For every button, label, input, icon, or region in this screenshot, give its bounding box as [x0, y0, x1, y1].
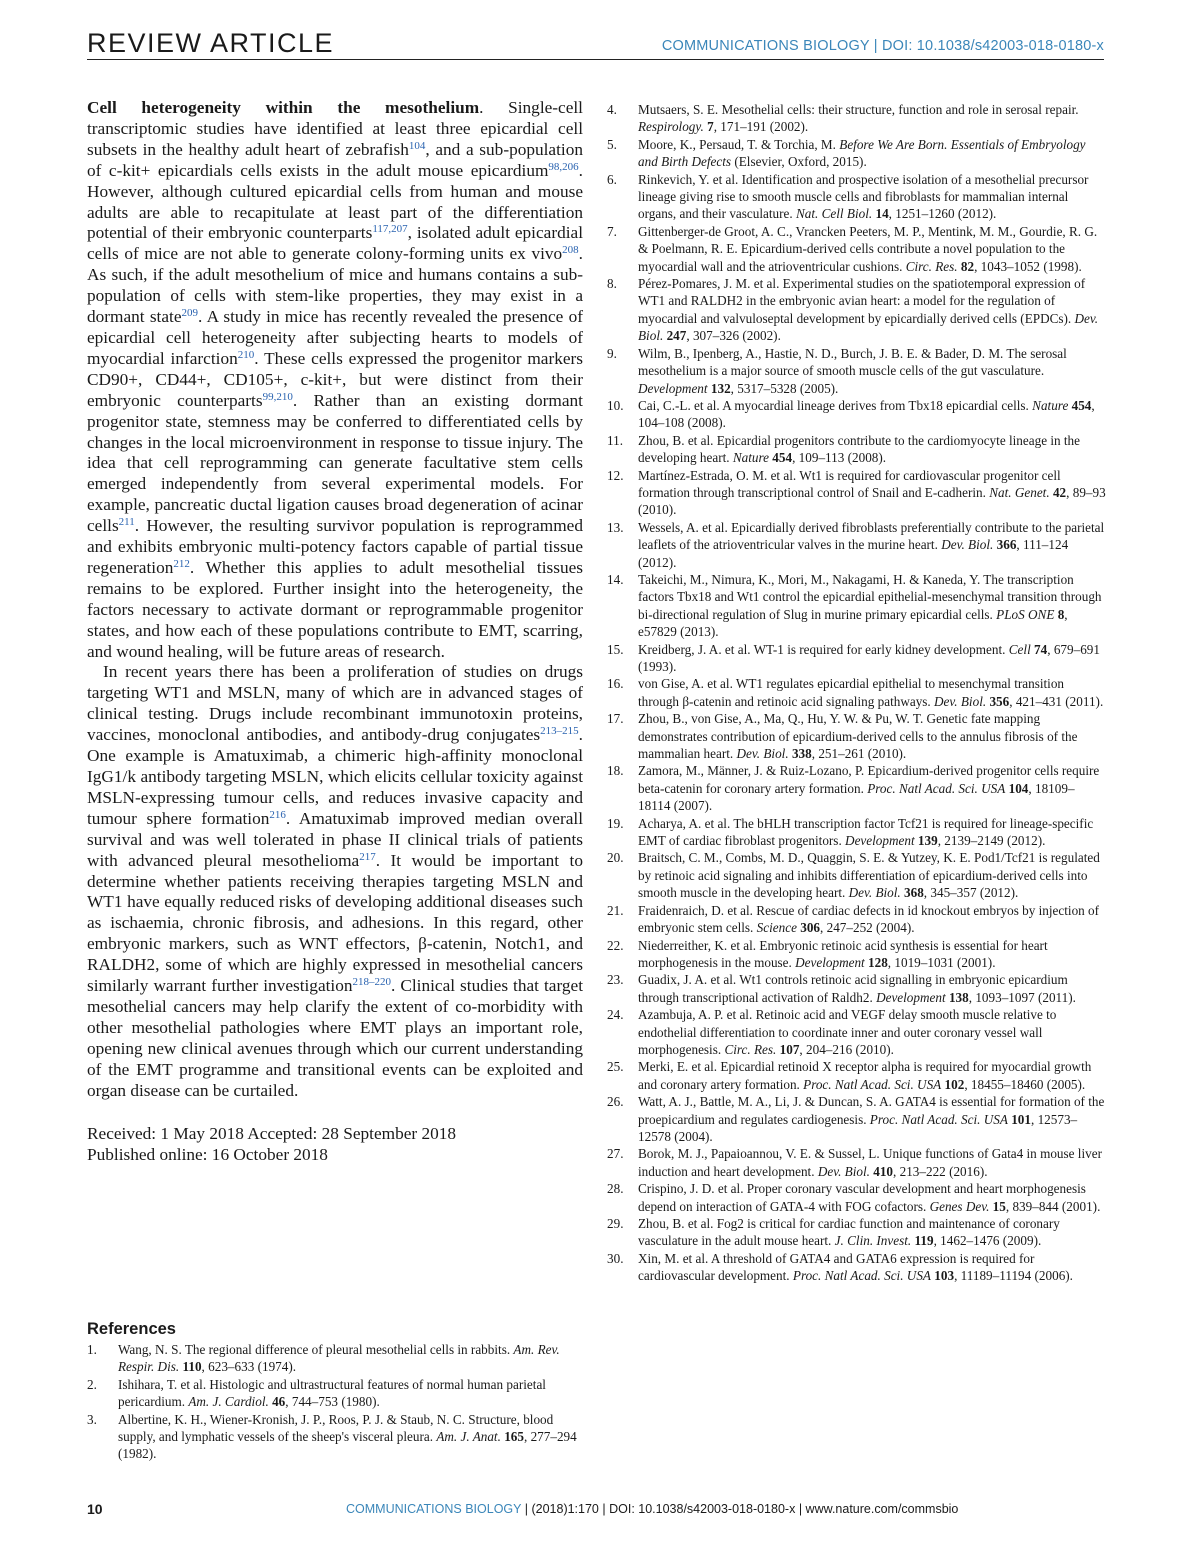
reference-journal: Proc. Natl Acad. Sci. USA: [869, 1111, 1008, 1127]
citation-link[interactable]: 216: [269, 808, 286, 821]
reference-number: 5.: [607, 136, 617, 152]
citation-link[interactable]: 208: [562, 244, 579, 257]
text-run: , isolated adult epicardial cells of mice are not able to generate colony-forming units ex vivo: [87, 223, 583, 264]
reference-number: 26.: [607, 1094, 624, 1110]
reference-journal: Circ. Res.: [905, 258, 958, 274]
reference-pages: , 277–294 (1982).: [118, 1429, 577, 1462]
reference-item: [607, 1058, 1107, 1093]
text-run: . Amatuximab improved median overall survival and was well tolerated in phase II clinical trials of patients with advanced pleural mesothelioma: [87, 808, 583, 870]
reference-item: [607, 937, 1107, 972]
reference-item: [607, 710, 1107, 762]
reference-journal: Development: [795, 954, 865, 970]
reference-text: Rinkevich, Y. et al. Identification and prospective isolation of a mesothelial precursor lineage giving rise to smooth muscle cells and fibroblasts for mammalian internal organs, and their vasculature.: [638, 171, 1089, 222]
reference-text: Martínez-Estrada, O. M. et al. Wt1 is required for cardiovascular progenitor cell formation through transcriptional control of Snail and E-cadherin.: [638, 467, 1061, 500]
reference-journal: Development: [638, 380, 708, 396]
text-run: . As such, if the adult mesothelium of mice and humans contains a sub-population of cells with stem-like properties, they may exist in a dormant state: [87, 244, 583, 327]
reference-pages: , 307–326 (2002).: [686, 328, 781, 344]
reference-text: Fraidenraich, D. et al. Rescue of cardiac defects in id knockout embryos by injection of embryonic stem cells.: [638, 902, 1100, 936]
reference-text: Acharya, A. et al. The bHLH transcription factor Tcf21 is required for lineage-specific EMT of cardiac fibroblast progenitors.: [638, 815, 1094, 849]
reference-item: [607, 171, 1107, 223]
reference-number: 21.: [607, 902, 624, 918]
reference-number: 3.: [87, 1411, 97, 1427]
reference-volume: 74: [1034, 641, 1048, 657]
reference-volume: 139: [917, 833, 938, 849]
reference-number: 9.: [607, 345, 617, 361]
reference-item: [607, 1145, 1107, 1180]
reference-text: Wilm, B., Ipenberg, A., Hastie, N. D., Burch, J. B. E. & Bader, D. M. The serosal mesothelium is a major source of smooth muscle cells of the gut vasculature.: [638, 345, 1067, 379]
reference-number: 23.: [607, 972, 624, 988]
reference-number: 14.: [607, 571, 624, 587]
reference-volume: 102: [944, 1076, 965, 1092]
reference-item: [607, 1093, 1107, 1145]
citation-link[interactable]: 212: [173, 557, 190, 570]
reference-pages: , 213–222 (2016).: [893, 1163, 988, 1179]
reference-text: Merki, E. et al. Epicardial retinoid X receptor alpha is required for myocardial growth and coronary artery formation.: [638, 1059, 1092, 1092]
reference-item: [607, 641, 1107, 676]
article-dates: [87, 1123, 583, 1165]
reference-pages: , 679–691 (1993).: [638, 641, 1100, 674]
citation-link[interactable]: 218–220: [352, 976, 392, 989]
reference-number: 28.: [607, 1181, 624, 1197]
main-text-column: [87, 98, 583, 1165]
citation-link[interactable]: 117,207: [372, 223, 408, 236]
reference-pages: , 18109–18114 (2007).: [638, 780, 1075, 814]
reference-volume: 42: [1052, 484, 1067, 500]
reference-volume: 306: [800, 920, 820, 936]
reference-number: 2.: [87, 1376, 97, 1392]
reference-pages: , 12573–12578 (2004).: [638, 1111, 1078, 1144]
text-run: , and a sub-population of c-kit+ epicardials cells exists in the adult mouse epicardium: [87, 139, 583, 180]
reference-number: 1.: [87, 1342, 97, 1357]
reference-journal: Science: [756, 920, 797, 936]
reference-volume: 454: [772, 450, 793, 466]
reference-item: [607, 223, 1107, 275]
citation-link[interactable]: 209: [181, 307, 199, 320]
references-list-left: [87, 1341, 587, 1463]
reference-text: Zamora, M., Männer, J. & Ruiz-Lozano, P. Epicardium-derived progenitor cells require beta-catenin for coronary artery formation.: [638, 763, 1100, 796]
reference-number: 17.: [607, 711, 624, 727]
reference-journal: Development: [845, 833, 915, 849]
reference-item: [87, 1411, 587, 1463]
reference-journal: Nat. Cell Biol.: [795, 206, 873, 222]
reference-item: [87, 1341, 587, 1376]
reference-volume: 165: [504, 1429, 524, 1445]
paragraph-heading: Cell heterogeneity within the mesothelium: [87, 98, 480, 117]
reference-pages: , 1019–1031 (2001).: [887, 954, 996, 970]
reference-number: 27.: [607, 1146, 624, 1162]
citation-link[interactable]: 211: [118, 516, 135, 529]
reference-volume: 15: [992, 1198, 1006, 1214]
reference-journal: Nature: [732, 450, 769, 466]
reference-item: [607, 815, 1107, 850]
reference-number: 13.: [607, 519, 624, 535]
reference-number: 10.: [607, 397, 624, 413]
reference-pages: , 345–357 (2012).: [923, 885, 1019, 901]
reference-volume: 46: [272, 1394, 286, 1410]
reference-pages: , 11189–11194 (2006).: [954, 1268, 1073, 1284]
reference-volume: 366: [996, 537, 1017, 553]
reference-item: [607, 1250, 1107, 1285]
reference-volume: 132: [710, 380, 731, 396]
reference-text: Braitsch, C. M., Combs, M. D., Quaggin, S. E. & Yutzey, K. E. Pod1/Tcf21 is regulated by retinoic acid signaling and inhibits differentiation of epicardium-derived cells into smooth muscle in the developing heart.: [638, 850, 1100, 901]
reference-journal: Proc. Natl Acad. Sci. USA: [867, 780, 1006, 796]
reference-volume: 107: [779, 1041, 800, 1057]
reference-item: [607, 1215, 1107, 1250]
reference-item: [607, 971, 1107, 1006]
reference-text: Ishihara, T. et al. Histologic and ultrastructural features of normal human parietal pericardium.: [118, 1376, 546, 1410]
reference-journal: Dev. Biol.: [736, 746, 789, 762]
text-run: . However, the resulting survivor population is reprogrammed and exhibits embryonic multi-potency factors capable of partial tissue regeneration: [87, 516, 583, 577]
text-run: . A study in mice has recently revealed the presence of epicardial cell heterogeneity after subjecting hearts to models of myocardial infarction: [87, 307, 583, 368]
reference-journal: Dev. Biol.: [817, 1163, 870, 1179]
reference-item: [607, 675, 1107, 710]
reference-text: Azambuja, A. P. et al. Retinoic acid and VEGF delay smooth muscle relative to endothelial differentiation to coordinate inner and outer coronary vessel wall morphogenesis.: [638, 1007, 1057, 1057]
reference-journal: Dev. Biol.: [638, 310, 1099, 344]
reference-pages: , 623–633 (1974).: [201, 1359, 297, 1375]
paragraph-cell-heterogeneity: [87, 98, 583, 662]
reference-item: [607, 1180, 1107, 1215]
reference-journal: Nat. Genet.: [989, 484, 1050, 500]
reference-pages: , 18455–18460 (2005).: [964, 1076, 1086, 1092]
reference-text: Crispino, J. D. et al. Proper coronary vascular development and heart morphogenesis depend on interaction of GATA-4 with FOG cofactors.: [638, 1181, 1086, 1214]
header-divider: [87, 59, 1104, 60]
reference-journal: Development: [876, 989, 946, 1005]
reference-pages: , 421–431 (2011).: [1009, 693, 1104, 709]
reference-journal: Circ. Res.: [724, 1041, 777, 1057]
footer-url[interactable]: www.nature.com/commsbio: [805, 1502, 959, 1516]
reference-item: [607, 1006, 1107, 1058]
reference-text: Zhou, B., von Gise, A., Ma, Q., Hu, Y. W. & Pu, W. T. Genetic fate mapping demonstrates contribution of epicardium-derived cells to the annulus fibrosis of the mammalian heart.: [638, 711, 1078, 762]
reference-pages: , 2139–2149 (2012).: [937, 833, 1046, 849]
text-run: . One example is Amatuximab, a chimeric high-affinity monoclonal IgG1/k antibody targeting MSLN, which elicits cellular toxicity against MSLN-expressing tumour cells, and reduces invasive capacity and tumour sphere formation: [87, 725, 583, 828]
reference-number: 29.: [607, 1216, 624, 1231]
reference-volume: 410: [873, 1163, 894, 1179]
reference-text: Takeichi, M., Nimura, K., Mori, M., Nakagami, H. & Kaneda, Y. The transcription factors Tbx18 and Wt1 control the epicardial epithelial-mesenchymal transition through bi-directional regulation of Slug in murine primary epicardial cells.: [638, 571, 1102, 622]
reference-item: [607, 275, 1107, 345]
reference-item: [607, 849, 1107, 901]
reference-item: [607, 571, 1107, 641]
reference-number: 15.: [607, 641, 624, 657]
text-run: . Clinical studies that target mesothelial cancers may help clarify the extent of co-morbidity with other mesothelial pathologies where EMT plays an important role, opening new clinical avenues through which our current understanding of the EMT programme and transitional events can be exploited and organ disease can be curtailed.: [87, 976, 583, 1100]
reference-volume: 101: [1011, 1111, 1031, 1127]
reference-pages: , 1462–1476 (2009).: [933, 1233, 1042, 1249]
text-run: . It would be important to determine whether patients receiving therapies targeting MSLN and WT1 have equally reduced risks of developing additional diseases such as ischaemia, chronic fibrosis, and adhesions. In this regard, other embryonic markers, such as WNT effectors, β-catenin, Notch1, and RALDH2, some of which are highly expressed in mesothelial cancers similarly warrant further investigation: [87, 850, 583, 996]
footer-volume: (2018)1:170: [531, 1502, 599, 1516]
citation-link[interactable]: 104: [408, 139, 426, 152]
reference-item: [607, 345, 1107, 397]
reference-journal: Cell: [1008, 641, 1031, 657]
reference-text: Gittenberger-de Groot, A. C., Vrancken Peeters, M. P., Mentink, M. M., Gourdie, R. G. & Poelmann, R. E. Epicardium-derived cells contribute a novel population to the myocardial wall and the atrioventricular cushions.: [638, 223, 1098, 274]
reference-text: Zhou, B. et al. Epicardial progenitors contribute to the cardiomyocyte lineage in the developing heart.: [638, 432, 1081, 466]
reference-text: Zhou, B. et al. Fog2 is critical for cardiac function and maintenance of coronary vasculature in the adult mouse heart.: [638, 1216, 1060, 1249]
footer-doi[interactable]: DOI: 10.1038/s42003-018-0180-x: [609, 1502, 796, 1516]
citation-link[interactable]: 98,206: [548, 160, 579, 173]
reference-pages: , 1043–1052 (1998).: [974, 258, 1082, 274]
reference-volume: 138: [948, 989, 969, 1005]
reference-volume: 338: [791, 746, 812, 762]
reference-pages: (Elsevier, Oxford, 2015).: [731, 154, 867, 170]
reference-text: von Gise, A. et al. WT1 regulates epicardial epithelial to mesenchymal transition through β-catenin and retinoic acid signaling pathways.: [638, 676, 1065, 709]
reference-journal: Proc. Natl Acad. Sci. USA: [803, 1076, 942, 1092]
reference-pages: , 104–108 (2008).: [638, 397, 1095, 431]
reference-pages: , 171–191 (2002).: [713, 119, 809, 135]
reference-volume: 128: [868, 954, 888, 970]
reference-number: 20.: [607, 850, 624, 866]
reference-journal: Proc. Natl Acad. Sci. USA: [792, 1268, 931, 1284]
reference-number: 16.: [607, 676, 624, 692]
reference-pages: , 109–113 (2008).: [792, 450, 887, 466]
reference-pages: , 111–124 (2012).: [638, 537, 1069, 570]
reference-number: 24.: [607, 1007, 624, 1023]
reference-number: 25.: [607, 1059, 624, 1075]
citation-link[interactable]: 99,210: [262, 390, 293, 403]
reference-journal: Genes Dev.: [929, 1198, 990, 1214]
reference-pages: , 744–753 (1980).: [285, 1394, 380, 1410]
reference-journal: Before We Are Born. Essentials of Embryology and Birth Defects: [638, 136, 1086, 170]
reference-journal: Am. J. Cardiol.: [188, 1394, 269, 1410]
reference-pages: , 247–252 (2004).: [820, 920, 915, 936]
reference-pages: , 839–844 (2001).: [1005, 1198, 1101, 1214]
reference-item: [607, 467, 1107, 519]
citation-link[interactable]: 210: [237, 348, 255, 361]
reference-journal: Am. J. Anat.: [436, 1429, 501, 1445]
references-heading: References: [87, 1320, 176, 1338]
reference-number: 18.: [607, 763, 624, 779]
reference-item: [607, 762, 1107, 814]
reference-volume: 7: [707, 119, 714, 135]
reference-volume: 8: [1057, 606, 1065, 622]
reference-text: Pérez-Pomares, J. M. et al. Experimental studies on the spatiotemporal expression of WT1 and RALDH2 in the embryonic avian heart: a model for the regulation of myocardial and valvuloseptal development by epicardially derived cells (EPDCs).: [638, 276, 1086, 326]
reference-volume: 103: [934, 1268, 955, 1284]
reference-item: [87, 1376, 587, 1411]
reference-journal: Am. Rev. Respir. Dis.: [118, 1342, 560, 1375]
reference-number: 11.: [607, 432, 623, 448]
reference-pages: , 251–261 (2010).: [811, 746, 907, 762]
reference-item: [607, 136, 1107, 171]
reference-journal: PLoS ONE: [996, 606, 1055, 622]
reference-journal: Dev. Biol.: [848, 885, 901, 901]
journal-doi-header[interactable]: COMMUNICATIONS BIOLOGY | DOI: 10.1038/s42003-018-0180-x: [661, 38, 1104, 54]
reference-volume: 119: [914, 1233, 934, 1249]
text-run: . Single-cell transcriptomic studies have identified at least three epicardial cell subsets in the healthy adult heart of zebrafish: [87, 98, 583, 159]
reference-text: Borok, M. J., Papaioannou, V. E. & Sussel, L. Unique functions of Gata4 in mouse liver induction and heart development.: [638, 1146, 1102, 1179]
reference-item: [607, 101, 1107, 136]
reference-volume: 110: [182, 1359, 202, 1375]
reference-pages: , 1251–1260 (2012).: [888, 206, 997, 222]
reference-journal: Respirology.: [638, 119, 704, 135]
reference-text: Cai, C.-L. et al. A myocardial lineage derives from Tbx18 epicardial cells.: [638, 397, 1033, 413]
reference-text: Kreidberg, J. A. et al. WT-1 is required for early kidney development.: [638, 641, 1009, 657]
footer-journal[interactable]: COMMUNICATIONS BIOLOGY: [346, 1502, 522, 1516]
reference-item: [607, 432, 1107, 467]
paragraph-drug-studies: [87, 662, 583, 1101]
received-accepted-date: Received: 1 May 2018 Accepted: 28 September 2018: [87, 1123, 457, 1143]
reference-text: Moore, K., Persaud, T. & Torchia, M.: [638, 136, 840, 152]
reference-text: Guadix, J. A. et al. Wt1 controls retinoic acid signalling in embryonic epicardium through transcriptional activation of Raldh2.: [638, 972, 1068, 1005]
reference-pages: , 1093–1097 (2011).: [968, 989, 1076, 1005]
reference-journal: Dev. Biol.: [941, 537, 994, 553]
page-number: 10: [87, 1501, 103, 1517]
reference-pages: , 5317–5328 (2005).: [730, 380, 839, 396]
reference-number: 6.: [607, 171, 617, 187]
reference-text: Albertine, K. H., Wiener-Kronish, J. P., Roos, P. J. & Staub, N. C. Structure, blood supply, and lymphatic vessels of the sheep's visceral pleura.: [118, 1411, 554, 1445]
text-run: In recent years there has been a proliferation of studies on drugs targeting WT1 and MSLN, many of which are in advanced stages of clinical testing. Drugs include recombinant immunotoxin proteins, vaccines, monoclonal antibodies, and antibody-drug conjugates: [87, 662, 583, 745]
reference-number: 7.: [607, 223, 617, 239]
reference-text: Wang, N. S. The regional difference of pleural mesothelial cells in rabbits.: [118, 1342, 514, 1357]
reference-volume: 356: [989, 693, 1010, 709]
reference-item: [607, 902, 1107, 937]
reference-journal: Dev. Biol.: [934, 693, 987, 709]
reference-text: Wessels, A. et al. Epicardially derived fibroblasts preferentially contribute to the parietal leaflets of the atrioventricular valves in the murine heart.: [638, 519, 1105, 553]
reference-volume: 454: [1071, 397, 1092, 413]
reference-pages: , 204–216 (2010).: [799, 1041, 894, 1057]
footer-citation: [346, 1502, 958, 1516]
reference-number: 8.: [607, 276, 617, 292]
text-run: . Whether this applies to adult mesothelial tissues remains to be explored. Further insight into the heterogeneity, the factors necessary to activate dormant or reprogrammable progenitor states, and how each of these populations contribute to EMT, scarring, and wound healing, will be future areas of research.: [87, 557, 583, 661]
reference-volume: 247: [666, 328, 687, 344]
footer-separator: |: [795, 1502, 806, 1516]
reference-volume: 14: [875, 206, 889, 222]
reference-volume: 82: [960, 258, 975, 274]
reference-item: [607, 519, 1107, 571]
text-run: . However, although cultured epicardial cells from human and mouse adults are able to recapitulate at least part of the differentiation potential of their embryonic counterparts: [87, 160, 583, 243]
reference-number: 22.: [607, 937, 624, 953]
text-run: . These cells expressed the progenitor markers CD90+, CD44+, CD105+, c-kit+, but were distinct from their embryonic counterparts: [87, 348, 583, 410]
section-label: REVIEW ARTICLE: [87, 28, 335, 58]
reference-number: 30.: [607, 1250, 624, 1266]
reference-text: Xin, M. et al. A threshold of GATA4 and GATA6 expression is required for cardiovascular development.: [638, 1250, 1035, 1284]
reference-journal: J. Clin. Invest.: [834, 1233, 912, 1249]
reference-number: 19.: [607, 815, 624, 831]
reference-text: Mutsaers, S. E. Mesothelial cells: their structure, function and role in serosal repair.: [638, 102, 1079, 117]
citation-link[interactable]: 213–215: [540, 725, 579, 738]
footer-separator: |: [598, 1502, 610, 1516]
reference-number: 4.: [607, 102, 617, 117]
reference-volume: 104: [1008, 780, 1029, 796]
reference-pages: , 89–93 (2010).: [638, 484, 1106, 518]
text-run: . Rather than an existing dormant progenitor state, stemness may be conferred to differentiated cells by changes in the local microenvironment in response to tissue injury. The idea that cell reprogramming can generate facultative stem cells emerged independently from several experimental models. For example, pancreatic ductal ligation causes broad degeneration of acinar cells: [87, 390, 583, 536]
reference-volume: 368: [904, 885, 924, 901]
citation-link[interactable]: 217: [359, 850, 376, 863]
footer-separator: |: [521, 1502, 532, 1516]
reference-text: Niederreither, K. et al. Embryonic retinoic acid synthesis is essential for heart morphogenesis in the mouse.: [638, 937, 1048, 970]
published-date: Published online: 16 October 2018: [87, 1144, 328, 1164]
reference-item: [607, 397, 1107, 432]
reference-journal: Nature: [1032, 397, 1069, 413]
reference-number: 12.: [607, 467, 624, 483]
reference-pages: , e57829 (2013).: [638, 606, 1068, 640]
references-list-right: [607, 101, 1107, 1285]
reference-text: Watt, A. J., Battle, M. A., Li, J. & Duncan, S. A. GATA4 is essential for formation of the proepicardium and regulates cardiogenesis.: [638, 1094, 1105, 1127]
